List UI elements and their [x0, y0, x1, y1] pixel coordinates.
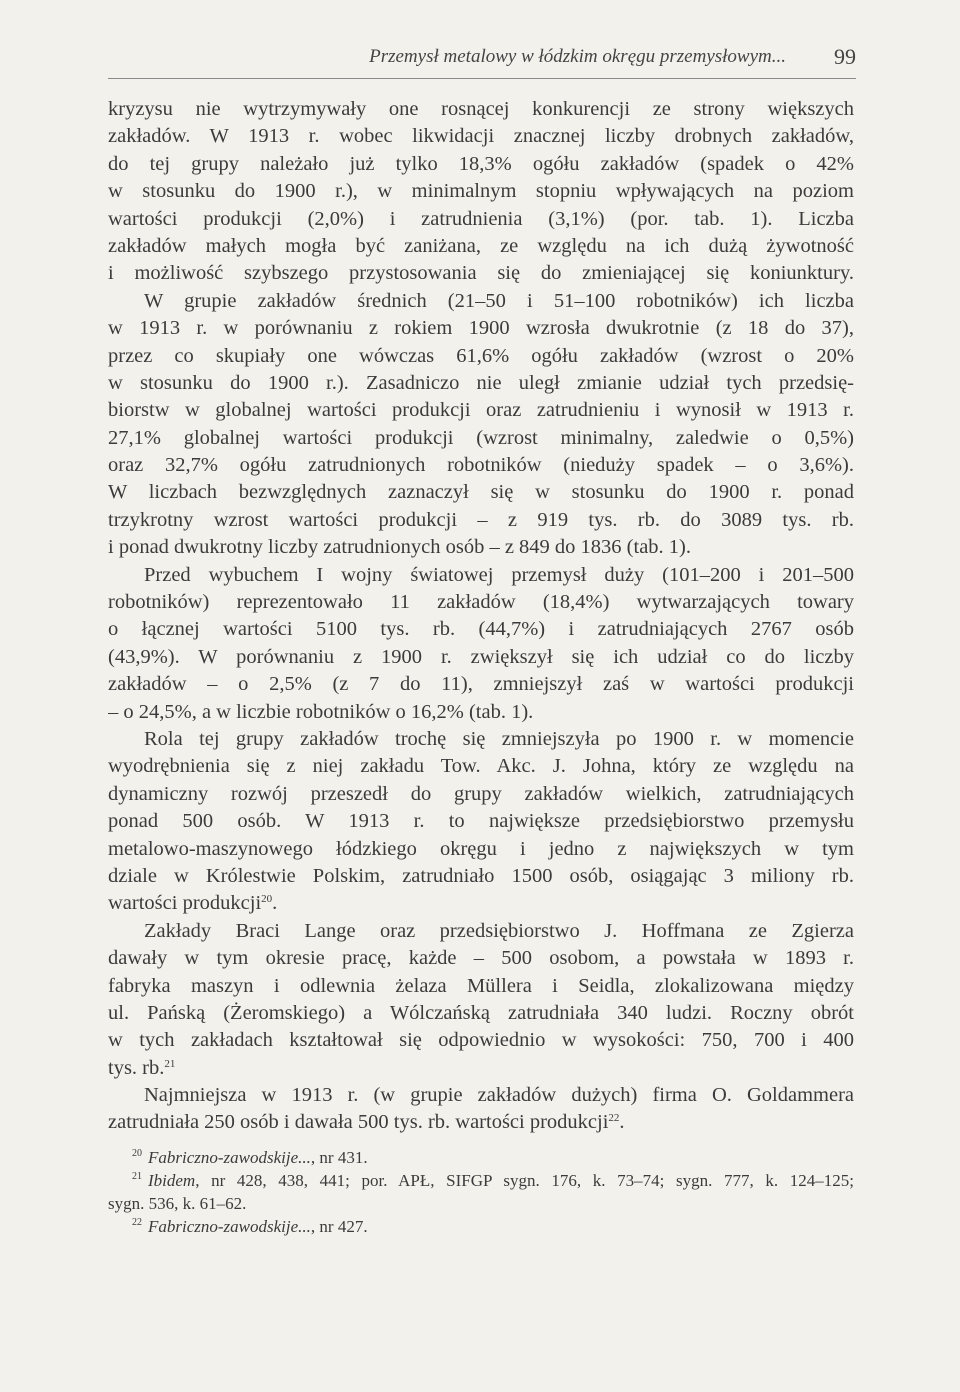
text-line: dziale w Królestwie Polskim, zatrudniało 1500 osób, osiągając 3 miliony rb. — [108, 864, 854, 887]
text-line: fabryka maszyn i odlewnia żelaza Müllera i Seidla, zlokalizowana między — [108, 974, 854, 997]
text-line: metalowo-maszynowego łódzkiego okręgu i jedno z największych w tym — [108, 837, 854, 860]
punctuation: . — [272, 892, 278, 915]
text-line: dynamiczny rozwój przeszedł do grupy zakładów wielkich, zatrudniających — [108, 782, 854, 805]
footnote-22 — [108, 1215, 854, 1238]
text-line: przez co skupiały one wówczas 61,6% ogółu zakładów (wzrost o 20% — [108, 344, 854, 367]
text-line: zakładów małych mogła być zaniżana, ze względu na ich dużą żywotność — [108, 234, 854, 257]
footnote-text: , nr 427. — [310, 1217, 368, 1236]
text-line: (43,9%). W porównaniu z 1900 r. zwiększył się ich udział co do liczby — [108, 645, 854, 668]
text-line — [108, 1055, 854, 1082]
text-line: 27,1% globalnej wartości produkcji (wzrost minimalny, zaledwie o 0,5%) — [108, 426, 854, 449]
text-line: Rola tej grupy zakładów trochę się zmniejszyła po 1900 r. w momencie — [144, 727, 854, 750]
text-line: wyodrębnienia się z niej zakładu Tow. Akc. J. Johna, który ze względu na — [108, 755, 854, 778]
body-text — [108, 96, 854, 1137]
text-line: zakładów. W 1913 r. wobec likwidacji znacznej liczby drobnych zakładów, — [108, 125, 854, 148]
text-line: Zakłady Braci Lange oraz przedsiębiorstwo J. Hoffmana ze Zgierza — [144, 919, 854, 942]
footnote-text: , nr 431. — [310, 1148, 368, 1167]
footnote-20 — [108, 1146, 854, 1169]
running-header — [108, 42, 856, 79]
text-line — [108, 1109, 854, 1136]
text-line: w tych zakładach kształtował się odpowiednio w wysokości: 750, 700 i 400 — [108, 1029, 854, 1052]
footnote-number: 22 — [132, 1217, 142, 1228]
text-line: biorstw w globalnej wartości produkcji oraz zatrudnieniu i wynosił w 1913 r. — [108, 399, 854, 422]
footnotes — [108, 1146, 854, 1238]
text-fragment: tys. rb. — [108, 1056, 165, 1079]
footnote-ref[interactable]: 22 — [608, 1112, 620, 1125]
text-line: i możliwość szybszego przystosowania się do zmieniającej się koniunktury. — [108, 262, 854, 285]
text-line: Przed wybuchem I wojny światowej przemysł duży (101–200 i 201–500 — [144, 563, 854, 586]
text-line: w stosunku do 1900 r.), w minimalnym stopniu wpływających na poziom — [108, 180, 854, 203]
footnote-21 — [108, 1169, 854, 1192]
text-line: w 1913 r. w porównaniu z rokiem 1900 wzrosła dwukrotnie (z 18 do 37), — [108, 317, 854, 340]
text-line: – o 24,5%, a w liczbie robotników o 16,2% (tab. 1). — [108, 700, 534, 723]
footnote-source-title: Fabriczno-zawodskije... — [148, 1217, 311, 1236]
text-line: w stosunku do 1900 r.). Zasadniczo nie uległ zmianie udział tych przedsię- — [108, 371, 854, 394]
footnote-21-continuation: sygn. 536, k. 61–62. — [108, 1194, 247, 1213]
text-line: trzykrotny wzrost wartości produkcji – z 919 tys. rb. do 3089 tys. rb. — [108, 508, 854, 531]
text-line — [108, 890, 854, 917]
footnote-ref[interactable]: 21 — [164, 1057, 176, 1070]
text-line: W liczbach bezwzględnych zaznaczył się w stosunku do 1900 r. ponad — [108, 481, 854, 504]
running-title: Przemysł metalowy w łódzkim okręgu przemysłowym... — [369, 46, 786, 67]
text-line: o łącznej wartości 5100 tys. rb. (44,7%) i zatrudniających 2767 osób — [108, 618, 854, 641]
text-line: ponad 500 osób. W 1913 r. to największe przedsiębiorstwo przemysłu — [108, 810, 854, 833]
text-line: oraz 32,7% ogółu zatrudnionych robotników (nieduży spadek – o 3,6%). — [108, 454, 854, 477]
text-line: wartości produkcji (2,0%) i zatrudnienia (3,1%) (por. tab. 1). Liczba — [108, 207, 854, 230]
text-line: do tej grupy należało już tylko 18,3% ogółu zakładów (spadek o 42% — [108, 152, 854, 175]
text-line: Najmniejsza w 1913 r. (w grupie zakładów dużych) firma O. Goldammera — [144, 1084, 854, 1107]
text-fragment: zatrudniała 250 osób i dawała 500 tys. rb. wartości produkcji — [108, 1111, 609, 1134]
footnote-number: 21 — [132, 1171, 142, 1182]
footnote-source-title: Fabriczno-zawodskije... — [148, 1148, 311, 1167]
footnote-number: 20 — [132, 1148, 142, 1159]
text-line: dawały w tym okresie pracę, każde – 500 osobom, a powstała w 1893 r. — [108, 947, 854, 970]
footnote-source-title: Ibidem — [148, 1171, 196, 1190]
footnote-ref[interactable]: 20 — [261, 893, 273, 906]
text-line: robotników) reprezentowało 11 zakładów (18,4%) wytwarzających towary — [108, 591, 854, 614]
text-line: i ponad dwukrotny liczby zatrudnionych osób – z 849 do 1836 (tab. 1). — [108, 536, 691, 559]
text-line: ul. Pańską (Żeromskiego) a Wólczańską zatrudniała 340 ludzi. Roczny obrót — [108, 1001, 854, 1024]
text-line: kryzysu nie wytrzymywały one rosnącej konkurencji ze strony większych — [108, 98, 854, 120]
text-line: W grupie zakładów średnich (21–50 i 51–100 robotników) ich liczba — [144, 289, 854, 312]
punctuation: . — [619, 1111, 625, 1134]
text-line: zakładów – o 2,5% (z 7 do 11), zmniejszył zaś w wartości produkcji — [108, 673, 854, 696]
text-fragment: wartości produkcji — [108, 892, 262, 915]
page-number: 99 — [834, 44, 856, 69]
footnote-text: , nr 428, 438, 441; por. APŁ, SIFGP sygn. 176, k. 73–74; sygn. 777, k. 124–125; — [195, 1171, 854, 1190]
